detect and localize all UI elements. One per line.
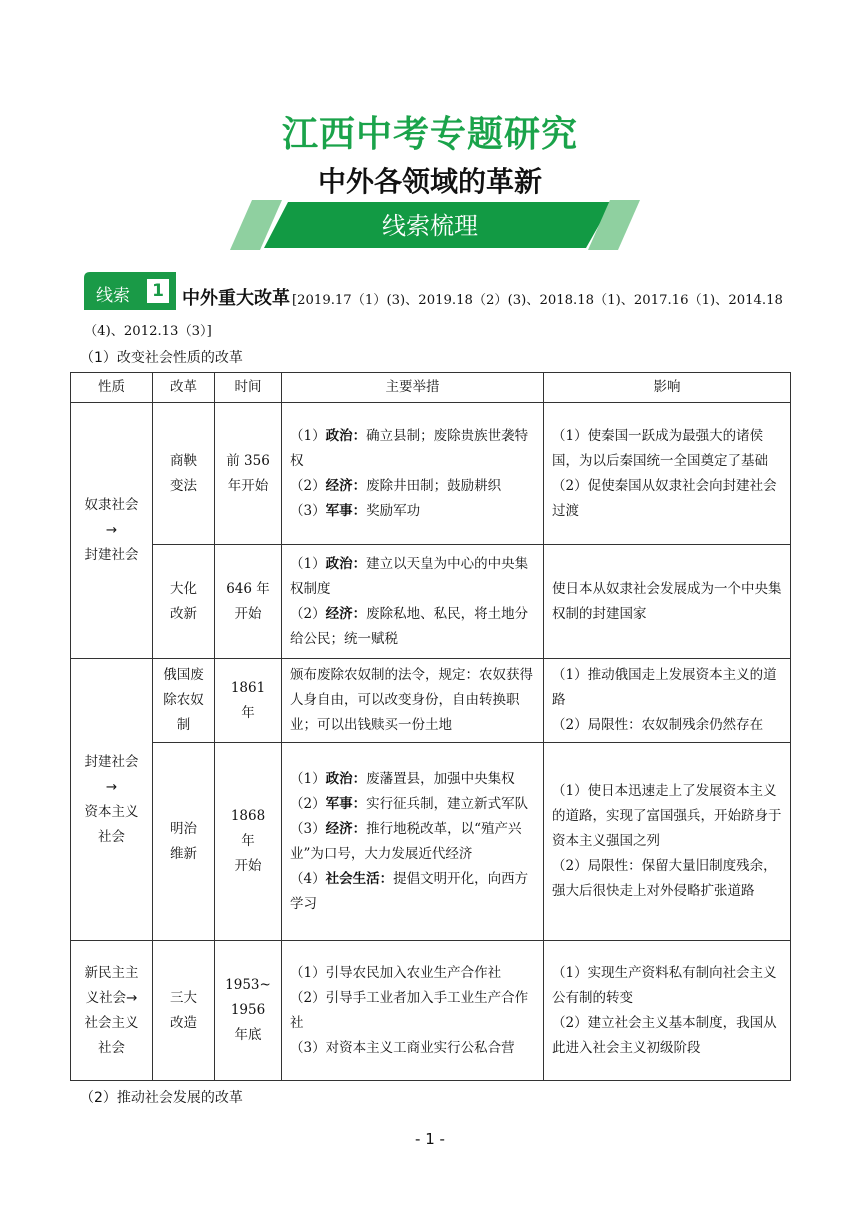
nature-line: 封建社会 <box>84 753 139 770</box>
header-effects: 影响 <box>544 373 791 403</box>
table-row <box>71 941 791 1081</box>
cell-time <box>215 941 282 1081</box>
cell-measures <box>282 659 544 743</box>
cell-measures <box>282 941 544 1081</box>
time-line: 646 年 <box>226 580 270 597</box>
measure-pre: （3） <box>290 502 326 519</box>
cell-nature <box>71 659 153 941</box>
header-nature: 性质 <box>71 373 153 403</box>
measure-pre: （1） <box>290 427 326 444</box>
header-reform: 改革 <box>153 373 215 403</box>
measure-pre: （1） <box>290 770 326 787</box>
section-heading: （2）推动社会发展的改革 <box>80 1090 243 1106</box>
measure-text: 废除私地、私民，将土地分给公民；统一赋税 <box>290 605 529 647</box>
measure-pre: （3） <box>290 820 326 837</box>
measure-text: （1）引导农民加入农业生产合作社 <box>290 964 502 981</box>
measure-item <box>290 424 535 474</box>
clue-title: 中外重大改革 <box>182 288 290 309</box>
measure-key: 政治： <box>325 555 367 572</box>
page-number: - 1 - <box>415 1130 445 1148</box>
cell-time <box>215 743 282 941</box>
cell-reform <box>153 545 215 659</box>
table-row <box>71 743 791 941</box>
nature-line: 社会 <box>98 828 125 845</box>
time-line: 前 356 <box>226 452 270 469</box>
cell-reform <box>153 743 215 941</box>
clue-number: 1 <box>147 279 169 303</box>
time-line: 开始 <box>234 858 262 874</box>
reform-table <box>70 372 791 1081</box>
measure-item <box>290 663 535 738</box>
measure-item <box>290 474 535 499</box>
measure-key: 政治： <box>325 427 367 444</box>
nature-line: 资本主义 <box>84 803 139 820</box>
cell-time <box>215 403 282 545</box>
measure-item <box>290 961 535 986</box>
measure-item <box>290 552 535 602</box>
reform-line: 改新 <box>170 605 197 622</box>
table-row <box>71 403 791 545</box>
cell-effects <box>544 743 791 941</box>
nature-line: 新民主主 <box>84 964 139 981</box>
measure-text: 提倡文明开化，向西方学习 <box>290 870 529 912</box>
measure-item <box>290 499 535 524</box>
cell-measures <box>282 743 544 941</box>
reform-line: 明治 <box>170 820 197 837</box>
measure-text: 废除井田制；鼓励耕织 <box>366 477 502 494</box>
time-line: 1953~ <box>225 977 271 993</box>
measure-key: 社会生活： <box>325 870 394 887</box>
nature-line: 社会 <box>98 1039 125 1056</box>
reform-line: 三大 <box>170 989 197 1006</box>
reform-line: 变法 <box>170 477 197 494</box>
section-heading: （1）改变社会性质的改革 <box>80 350 243 366</box>
measure-text: 推行地税改革，以“殖产兴业”为口号，大力发展近代经济 <box>290 820 522 862</box>
time-line: 年底 <box>234 1027 262 1043</box>
cell-effects <box>544 659 791 743</box>
banner-label: 线索梳理 <box>382 212 478 240</box>
measure-item <box>290 792 535 817</box>
measure-text: 建立以天皇为中心的中央集权制度 <box>290 555 529 597</box>
header-measures: 主要举措 <box>282 373 544 403</box>
measure-key: 经济： <box>325 477 367 494</box>
time-line: 开始 <box>234 605 262 622</box>
table-row <box>71 545 791 659</box>
page-title: 江西中考专题研究 <box>281 114 578 155</box>
measure-item <box>290 602 535 652</box>
measure-item <box>290 817 535 867</box>
measure-key: 经济： <box>325 605 367 622</box>
effect-item: （1）推动俄国走上发展资本主义的道路 <box>552 667 777 708</box>
table-header-row <box>71 373 791 403</box>
cell-effects <box>544 941 791 1081</box>
cell-effects <box>544 545 791 659</box>
measure-item <box>290 986 535 1036</box>
reform-line: 大化 <box>170 580 197 597</box>
cell-reform <box>153 659 215 743</box>
nature-line: 封建社会 <box>84 547 139 563</box>
effect-item: （2）局限性：农奴制残余仍然存在 <box>552 717 764 733</box>
effect-item: （2）促使秦国从奴隶社会向封建社会过渡 <box>552 477 777 519</box>
effect-item: （1）使秦国一跃成为最强大的诸侯国，为以后秦国统一全国奠定了基础 <box>552 427 768 469</box>
time-line: 1868 年 <box>230 808 266 849</box>
clue-label: 线索 <box>96 286 130 306</box>
measure-item <box>290 767 535 792</box>
measure-pre: （4） <box>290 870 326 887</box>
measure-text: 颁布废除农奴制的法令，规定：农奴获得人身自由，可以改变身份，自由转换职业；可以出钱赎买一份土地 <box>290 667 533 733</box>
reform-line: 除农奴 <box>163 692 204 708</box>
nature-line: 奴隶社会 <box>84 497 139 513</box>
time-line: 1861 年 <box>230 679 266 721</box>
measure-text: （3）对资本主义工商业实行公私合营 <box>290 1039 515 1056</box>
effect-item: （1）使日本迅速走上了发展资本主义的道路，实现了富国强兵，开始跻身于资本主义强国之列 <box>552 783 782 849</box>
measure-text: 实行征兵制，建立新式军队 <box>366 795 529 812</box>
measure-key: 军事： <box>325 795 367 812</box>
nature-line: → <box>105 778 118 795</box>
reform-line: 商鞅 <box>170 452 197 469</box>
measure-text: 确立县制；废除贵族世袭特权 <box>290 427 529 469</box>
reform-line: 制 <box>176 717 191 733</box>
measure-item <box>290 867 535 917</box>
page-subtitle: 中外各领域的革新 <box>317 165 542 198</box>
measure-text: （2）引导手工业者加入手工业生产合作社 <box>290 989 529 1031</box>
time-line: 年开始 <box>227 477 269 494</box>
effect-item: （1）实现生产资料私有制向社会主义公有制的转变 <box>552 964 777 1006</box>
header-time: 时间 <box>215 373 282 403</box>
cell-reform <box>153 941 215 1081</box>
measure-key: 军事： <box>325 502 367 519</box>
measure-key: 政治： <box>325 770 367 787</box>
measure-text: 奖励军功 <box>366 502 421 519</box>
measure-pre: （2） <box>290 477 326 494</box>
time-line: 1956 <box>230 1002 266 1018</box>
cell-effects <box>544 403 791 545</box>
cell-measures <box>282 403 544 545</box>
measure-pre: （1） <box>290 555 326 572</box>
cell-nature <box>71 941 153 1081</box>
effect-item: （2）建立社会主义基本制度，我国从此进入社会主义初级阶段 <box>552 1014 777 1056</box>
measure-key: 经济： <box>325 820 367 837</box>
cell-measures <box>282 545 544 659</box>
measure-pre: （2） <box>290 795 326 812</box>
nature-line: 义社会→ <box>85 989 138 1006</box>
cell-time <box>215 659 282 743</box>
effect-item: 使日本从奴隶社会发展成为一个中央集权制的封建国家 <box>552 580 782 622</box>
cell-reform <box>153 403 215 545</box>
table-row <box>71 659 791 743</box>
nature-line: → <box>105 522 118 538</box>
clue-references-cont: （4)、2012.13（3）] <box>84 324 212 339</box>
cell-nature <box>71 403 153 659</box>
nature-line: 社会主义 <box>84 1014 139 1031</box>
measure-item <box>290 1036 535 1061</box>
measure-pre: （2） <box>290 605 326 622</box>
reform-line: 俄国废 <box>163 667 204 683</box>
measure-text: 废藩置县，加强中央集权 <box>366 770 515 787</box>
reform-line: 维新 <box>170 845 197 862</box>
reform-line: 改造 <box>170 1014 197 1031</box>
cell-time <box>215 545 282 659</box>
effect-item: （2）局限性：保留大量旧制度残余，强大后很快走上对外侵略扩张道路 <box>552 858 777 899</box>
clue-references: [2019.17（1）(3)、2019.18（2）(3)、2018.18（1)、2017.16（1)、2014.18 <box>292 293 783 308</box>
